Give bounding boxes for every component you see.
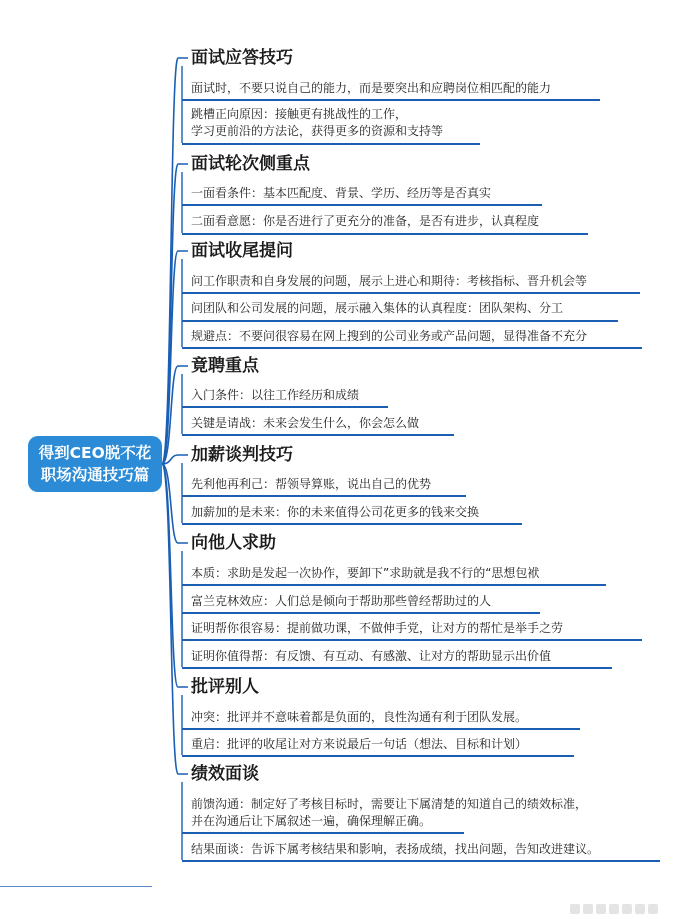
root-node: [28, 436, 162, 492]
category-title: 面试轮次侧重点: [191, 154, 310, 174]
leaf-underline: [182, 143, 480, 145]
leaf-item: 证明帮你很容易：提前做功课，不做伸手党，让对方的帮忙是举手之劳: [191, 621, 564, 635]
leaf-underline: [182, 667, 612, 669]
leaf-item: 前馈沟通：制定好了考核目标时，需要让下属清楚的知道自己的绩效标准， 并在沟通后让下属叙述一遍，确保理解正确。: [191, 797, 588, 828]
leaf-underline: [182, 320, 618, 322]
leaf-item: 入门条件：以往工作经历和成绩: [191, 388, 360, 402]
leaf-underline: [182, 233, 588, 235]
watermark: [570, 899, 674, 911]
leaf-item: 一面看条件：基本匹配度、背景、学历、经历等是否真实: [191, 186, 492, 200]
leaf-item: 证明你值得帮：有反馈、有互动、有感激、让对方的帮助显示出价值: [191, 649, 552, 663]
root-title-line2: 职场沟通技巧篇: [40, 466, 150, 484]
leaf-item: 冲突：批评并不意味着都是负面的，良性沟通有利于团队发展。: [191, 710, 528, 724]
leaf-underline: [182, 832, 464, 834]
leaf-item: 先利他再利己：帮领导算账，说出自己的优势: [191, 477, 432, 491]
category-title: 批评别人: [191, 677, 259, 697]
category-title: 绩效面谈: [191, 764, 259, 784]
leaf-underline: [182, 292, 640, 294]
category-title: 加薪谈判技巧: [191, 445, 293, 465]
leaf-item: 重启：批评的收尾让对方来说最后一句话（想法、目标和计划）: [191, 737, 528, 751]
leaf-item: 加薪加的是未来：你的未来值得公司花更多的钱来交换: [191, 505, 480, 519]
category-title: 竟聘重点: [191, 356, 259, 376]
leaf-item: 二面看意愿：你是否进行了更充分的准备，是否有进步，认真程度: [191, 214, 540, 228]
leaf-underline: [182, 347, 642, 349]
leaf-underline: [182, 612, 540, 614]
leaf-item: 本质：求助是发起一次协作，要卸下”求助就是我不行的“思想包袱: [191, 566, 540, 580]
leaf-item: 问工作职责和自身发展的问题，展示上进心和期待：考核指标、晋升机会等: [191, 274, 588, 288]
root-title-line1: 得到CEO脱不花: [38, 444, 152, 462]
leaf-item: 跳槽正向原因：接触更有挑战性的工作， 学习更前沿的方法论，获得更多的资源和支持等: [191, 107, 444, 138]
leaf-underline: [182, 728, 580, 730]
leaf-underline: [182, 639, 642, 641]
leaf-item: 结果面谈：告诉下属考核结果和影响，表扬成绩，找出问题，告知改进建议。: [191, 842, 600, 856]
leaf-underline: [182, 860, 660, 862]
category-title: 面试收尾提问: [191, 241, 293, 261]
divider: [0, 886, 152, 887]
leaf-underline: [182, 99, 600, 101]
leaf-underline: [182, 584, 606, 586]
category-title: 面试应答技巧: [191, 48, 293, 68]
leaf-item: 规避点：不要问很容易在网上搜到的公司业务或产品问题，显得准备不充分: [191, 329, 588, 343]
leaf-underline: [182, 523, 522, 525]
leaf-underline: [182, 755, 574, 757]
leaf-underline: [182, 495, 466, 497]
leaf-item: 关键是请战：未来会发生什么，你会怎么做: [191, 416, 420, 430]
leaf-item: 富兰克林效应：人们总是倾向于帮助那些曾经帮助过的人: [191, 594, 492, 608]
leaf-underline: [182, 406, 388, 408]
leaf-item: 问团队和公司发展的问题，展示融入集体的认真程度：团队架构、分工: [191, 301, 564, 315]
leaf-underline: [182, 434, 454, 436]
leaf-underline: [182, 204, 542, 206]
leaf-item: 面试时，不要只说自己的能力，而是要突出和应聘岗位相匹配的能力: [191, 81, 552, 95]
category-title: 向他人求助: [191, 533, 276, 553]
